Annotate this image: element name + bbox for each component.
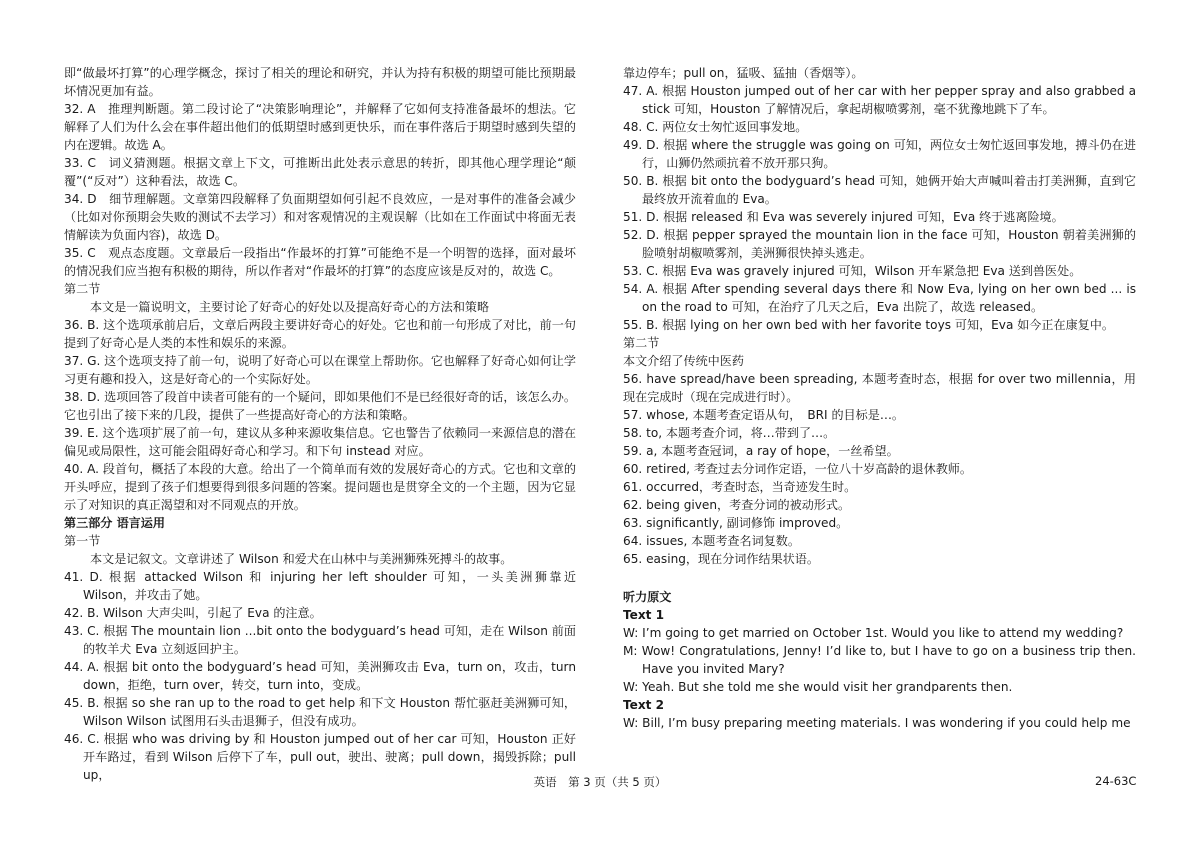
paragraph: 第二节 (64, 282, 101, 296)
paragraph: 47. A. 根据 Houston jumped out of her car with her pepper spray and also grabbed a stick 可知，Houston 了解情况后，拿起胡椒喷雾剂，毫不犹豫地跳下了车。 (623, 84, 1136, 116)
paragraph: 44. A. 根据 bit onto the bodyguard’s head 可知，美洲狮攻击 Eva，turn on，攻击，turn down，拒绝，turn over，转交，turn into，变成。 (64, 660, 576, 692)
paragraph: 59. a, 本题考查冠词，a ray of hope，一丝希望。 (623, 444, 899, 458)
section-heading: Text 2 (623, 698, 665, 712)
paragraph: 63. significantly, 副词修饰 improved。 (623, 516, 849, 530)
paragraph: 43. C. 根据 The mountain lion ...bit onto the bodyguard’s head 可知，走在 Wilson 前面的牧羊犬 Eva 立刻返回护主。 (64, 624, 576, 656)
paragraph: 35. C 观点态度题。文章最后一段指出“作最坏的打算”可能绝不是一个明智的选择，面对最坏的情况我们应当抱有积极的期待，所以作者对“作最坏的打算”的态度应该是反对的，故选 C。 (64, 246, 576, 278)
paragraph: 48. C. 两位女士匆忙返回事发地。 (623, 120, 808, 134)
paragraph: 45. B. 根据 so she ran up to the road to get help 和下文 Houston 帮忙驱赶美洲狮可知，Wilson Wilson 试图用石头击退狮子，但没有成功。 (64, 696, 576, 728)
paragraph: 40. A. 段首句，概括了本段的大意。给出了一个简单而有效的发展好奇心的方式。它也和文章的开头呼应，提到了孩子们想要得到很多问题的答案。提问题也是贯穿全文的一个主题，因为它显示了对知识的真正渴望和对不同观点的开放。 (64, 462, 576, 512)
paragraph: 56. have spread/have been spreading, 本题考查时态，根据 for over two millennia，用现在完成时（现在完成进行时）。 (623, 372, 1136, 404)
paragraph: 62. being given，考查分词的被动形式。 (623, 498, 851, 512)
paragraph: 34. D 细节理解题。文章第四段解释了负面期望如何引起不良效应，一是对事件的准备会减少（比如对你预期会失败的测试不去学习）和对客观情况的主观误解（比如在工作面试中将面无表情解读为负面内容)，故选 D。 (64, 192, 576, 242)
paragraph: 52. D. 根据 pepper sprayed the mountain lion in the face 可知，Houston 朝着美洲狮的脸喷射胡椒喷雾剂，美洲狮很快掉头逃走。 (623, 228, 1136, 260)
paragraph: 38. D. 选项回答了段首中读者可能有的一个疑问，即如果他们不是已经很好奇的话，该怎么办。它也引出了接下来的几段，提供了一些提高好奇心的方法和策略。 (64, 390, 576, 422)
paragraph: 39. E. 这个选项扩展了前一句，建议从多种来源收集信息。它也警告了依赖同一来源信息的潜在偏见或局限性，这可能会阻碍好奇心和学习。和下句 instead 对应。 (64, 426, 576, 458)
page-footer: 英语 第 3 页（共 5 页） (533, 775, 667, 789)
section-heading: 第三部分 语言运用 (64, 516, 165, 530)
paragraph: 57. whose, 本题考查定语从句， BRI 的目标是…。 (623, 408, 905, 422)
section-heading: 听力原文 (623, 590, 672, 604)
paragraph: 靠边停车；pull on，猛吸、猛抽（香烟等）。 (623, 66, 864, 80)
paragraph: M: Wow! Congratulations, Jenny! I’d like to, but I have to go on a business trip then. Have you invited Mary? (623, 644, 1136, 676)
paragraph: 32. A 推理判断题。第二段讨论了“决策影响理论”，并解释了它如何支持准备最坏的想法。它解释了人们为什么会在事件超出他们的低期望时感到更快乐，而在事件落后于期望时感到失望的内在逻辑。故选 A。 (64, 102, 576, 152)
paragraph: W: Yeah. But she told me she would visit her grandparents then. (623, 680, 1013, 694)
left-column (64, 64, 576, 784)
paragraph: 36. B. 这个选项承前启后，文章后两段主要讲好奇心的好处。它也和前一句形成了对比，前一句提到了好奇心是人类的本性和娱乐的来源。 (64, 318, 576, 350)
paragraph: 49. D. 根据 where the struggle was going on 可知，两位女士匆忙返回事发地，搏斗仍在进行，山狮仍然顽抗着不放开那只狗。 (623, 138, 1136, 170)
paragraph: 即“做最坏打算”的心理学概念，探讨了相关的理论和研究，并认为持有积极的期望可能比预期最坏情况更加有益。 (64, 66, 576, 98)
paragraph: 本文是记叙文。文章讲述了 Wilson 和爱犬在山林中与美洲狮殊死搏斗的故事。 (90, 552, 513, 566)
paragraph: 33. C 词义猜测题。根据文章上下文，可推断出此处表示意思的转折，即其他心理学理论“颠覆”(“反对”）这种看法，故选 C。 (64, 156, 576, 188)
paragraph: W: Bill, I’m busy preparing meeting materials. I was wondering if you could help me (623, 716, 1131, 730)
paragraph: 41. D. 根据 attacked Wilson 和 injuring her left shoulder 可知，一头美洲狮靠近 Wilson，并攻击了她。 (64, 570, 576, 602)
paragraph: 本文介绍了传统中医药 (623, 354, 744, 368)
section-heading: Text 1 (623, 608, 665, 622)
paragraph: W: I’m going to get married on October 1st. Would you like to attend my wedding? (623, 626, 1124, 640)
paragraph: 58. to, 本题考查介词，将…带到了…。 (623, 426, 836, 440)
paragraph: 55. B. 根据 lying on her own bed with her favorite toys 可知，Eva 如今正在康复中。 (623, 318, 1114, 332)
paragraph: 本文是一篇说明文，主要讨论了好奇心的好处以及提高好奇心的方法和策略 (90, 300, 490, 314)
paragraph: 37. G. 这个选项支持了前一句，说明了好奇心可以在课堂上帮助你。它也解释了好奇心如何让学习更有趣和投入，这是好奇心的一个实际好处。 (64, 354, 576, 386)
paragraph (623, 568, 1136, 588)
paragraph: 60. retired, 考查过去分词作定语，一位八十岁高龄的退休教师。 (623, 462, 972, 476)
paragraph: 第一节 (64, 534, 101, 548)
paragraph: 53. C. 根据 Eva was gravely injured 可知，Wilson 开车紧急把 Eva 送到兽医处。 (623, 264, 1082, 278)
right-column (623, 64, 1136, 732)
paragraph: 50. B. 根据 bit onto the bodyguard’s head 可知，她俩开始大声喊叫着击打美洲狮，直到它最终放开流着血的 Eva。 (623, 174, 1136, 206)
paragraph: 51. D. 根据 released 和 Eva was severely injured 可知，Eva 终于逃离险境。 (623, 210, 1064, 224)
paragraph: 46. C. 根据 who was driving by 和 Houston jumped out of her car 可知，Houston 正好开车路过，看到 Wilson 后停下了车，pull out，驶出、驶离；pull down，揭毁拆除；pull up， (64, 732, 576, 782)
paragraph: 65. easing，现在分词作结果状语。 (623, 552, 819, 566)
paragraph: 54. A. 根据 After spending several days there 和 Now Eva, lying on her own bed ... is on the road to 可知，在治疗了几天之后，Eva 出院了，故选 released。 (623, 282, 1136, 314)
paragraph: 第二节 (623, 336, 660, 350)
paragraph: 42. B. Wilson 大声尖叫，引起了 Eva 的注意。 (64, 606, 322, 620)
paragraph: 64. issues, 本题考查名词复数。 (623, 534, 800, 548)
paragraph: 61. occurred，考查时态，当奇迹发生时。 (623, 480, 857, 494)
paper-code: 24-63C (1095, 774, 1137, 788)
